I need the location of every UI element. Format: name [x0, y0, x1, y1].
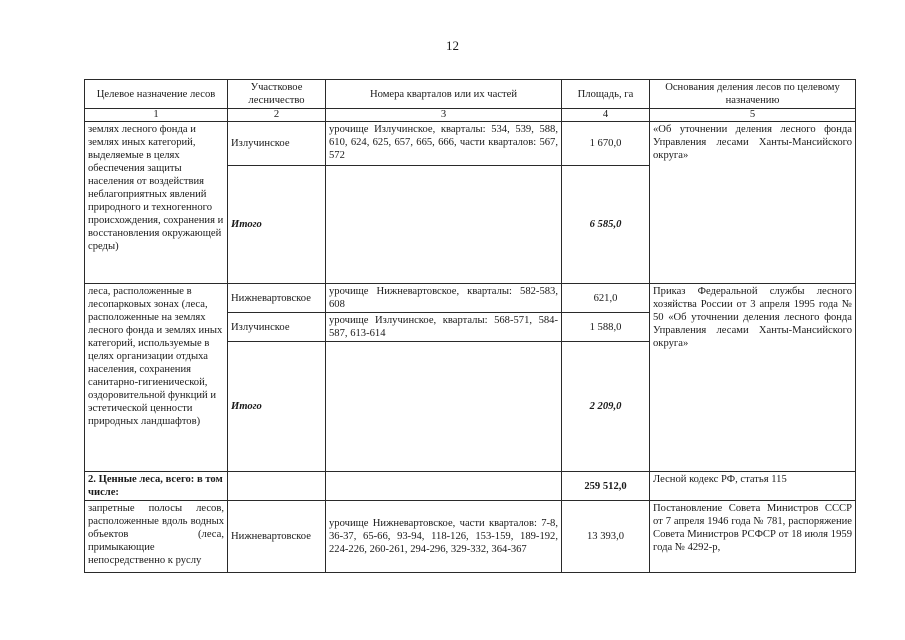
header-area: Площадь, га [562, 80, 650, 109]
area-cell: 1 588,0 [562, 313, 650, 342]
quarters-cell: урочище Излучинское, кварталы: 568-571, 584-587, 613-614 [326, 313, 562, 342]
column-number: 2 [228, 109, 326, 122]
district-cell: Излучинское [228, 122, 326, 166]
header-basis: Основания деления лесов по целевому назначению [650, 80, 856, 109]
purpose-cell: запретные полосы лесов, расположенные вдоль водных объектов (леса, примыкающие непосредственно к руслу [85, 501, 228, 573]
quarters-cell: урочище Нижневартовское, части кварталов: 7-8, 36-37, 65-66, 93-94, 118-126, 153-159, 189-192, 224-226, 260-261, 294-296, 329-332, 364-367 [326, 501, 562, 573]
area-cell: 621,0 [562, 284, 650, 313]
total-area: 6 585,0 [562, 166, 650, 284]
district-cell-empty [228, 472, 326, 501]
page-number: 12 [446, 38, 459, 53]
column-number: 5 [650, 109, 856, 122]
quarters-cell: урочище Излучинское, кварталы: 534, 539, 588, 610, 624, 625, 657, 665, 666, части кварталов: 567, 572 [326, 122, 562, 166]
header-quarters: Номера кварталов или их частей [326, 80, 562, 109]
total-label: Итого [228, 342, 326, 472]
purpose-cell: леса, расположенные в лесопарковых зонах (леса, расположенные на землях лесного фонда и землях иных категорий, используемые в целях организации отдыха населения, сохранения санитарно-гигиенической, оздоровительной функций и эстетической ценности природных ландшафтов) [85, 284, 228, 472]
purpose-cell: землях лесного фонда и землях иных категорий, выделяемые в целях обеспечения защиты населения от воздействия неблагоприятных явлений природного и техногенного происхождения, сохранения и восстановления окружающей среды) [85, 122, 228, 284]
header-district: Участковое лесничество [228, 80, 326, 109]
column-number: 1 [85, 109, 228, 122]
basis-cell: Лесной кодекс РФ, статья 115 [650, 472, 856, 501]
section-area: 259 512,0 [562, 472, 650, 501]
quarters-cell-empty [326, 472, 562, 501]
column-number: 4 [562, 109, 650, 122]
forest-purpose-table [84, 79, 856, 573]
quarters-cell-empty [326, 166, 562, 284]
area-cell: 1 670,0 [562, 122, 650, 166]
basis-cell: Постановление Совета Министров СССР от 7 апреля 1946 года № 781, распоряжение Совета Министров РСФСР от 18 июля 1959 года № 4292-р, [650, 501, 856, 573]
district-cell: Нижневартовское [228, 284, 326, 313]
basis-cell: «Об уточнении деления лесного фонда Управления лесами Ханты-Мансийского округа» [650, 122, 856, 284]
column-number: 3 [326, 109, 562, 122]
basis-cell: Приказ Федеральной службы лесного хозяйства России от 3 апреля 1995 года № 50 «Об уточнении деления лесного фонда Управления лесами Ханты-Мансийского округа» [650, 284, 856, 472]
district-cell: Излучинское [228, 313, 326, 342]
quarters-cell-empty [326, 342, 562, 472]
district-cell: Нижневартовское [228, 501, 326, 573]
quarters-cell: урочище Нижневартовское, кварталы: 582-583, 608 [326, 284, 562, 313]
area-cell: 13 393,0 [562, 501, 650, 573]
section-heading: 2. Ценные леса, всего: в том числе: [85, 472, 228, 501]
total-label: Итого [228, 166, 326, 284]
header-purpose: Целевое назначение лесов [85, 80, 228, 109]
total-area: 2 209,0 [562, 342, 650, 472]
